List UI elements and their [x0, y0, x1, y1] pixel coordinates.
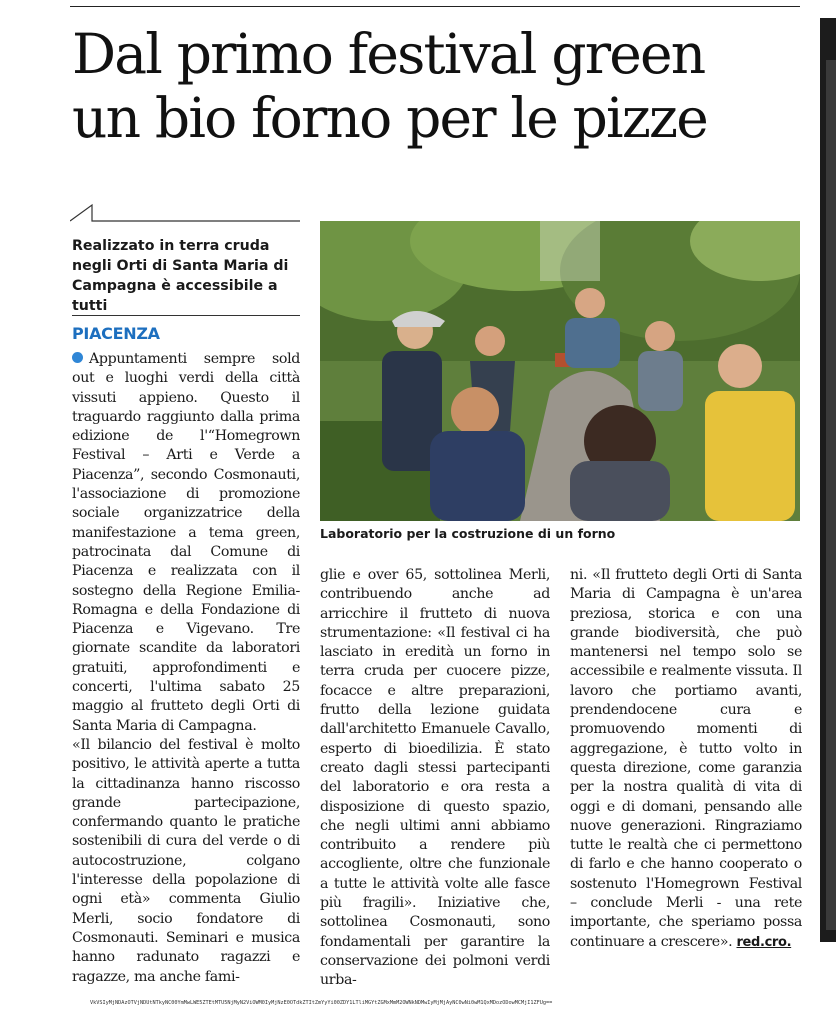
- headline-line-1: Dal primo festival green: [72, 22, 705, 86]
- top-rule: [70, 6, 800, 7]
- photo-caption: Laboratorio per la costruzione di un forno: [320, 526, 616, 541]
- adjacent-page-edge-inner: [826, 60, 836, 930]
- bullet-dot-icon: [72, 352, 83, 363]
- footer-tracking-code: VkVSIyMjNDAzOTVjNDUtNTkyNC00YmMwLWE5ZTEtMTU5NjMyN2ViOWM0IyMjNzE0OTdkZTItZmYyYi00ZDY1LTliMGYtZGMxMmM2OWNkNDMwIyMjMjAyNC0wNi0wM1QxMDozODowMCMjI1ZFUg==: [90, 1000, 553, 1006]
- paragraph-2: «Il bilancio del festival è molto positivo, le attività aperte a tutta la cittadinanza hanno riscosso grande partecipazione, confermando quanto le pratiche sostenibili di cura del verde o di autocostruzione, colgano l'interesse della popolazione di ogni età» commenta Giulio Merli, socio fondatore di Cosmonauti. Seminari e musica hanno radunato ragazzi e ragazze, ma anche fami-: [72, 736, 300, 985]
- paragraph-1: [72, 350, 300, 736]
- column-3-text: ni. «Il frutteto degli Orti di Santa Maria di Campagna è un'area preziosa, storica e con una grande biodiversità, che può mantenersi nel tempo solo se accessibile e realmente vissuta. Il lavoro che portiamo avanti, prendendocene cura e promuovendo momenti di aggregazione, è tutto volto in questa direzione, come garanzia per la nostra qualità di vita di oggi e di domani, pensando alle nuove generazioni. Ringraziamo tutte le realtà che ci permettono di farlo e che hanno cooperato o sostenuto l'Homegrown Festival – conclude Merli - una rete importante, che speriamo possa continuare a crescere».: [570, 567, 802, 950]
- article-headline: [72, 22, 812, 150]
- headline-line-2: un bio forno per le pizze: [72, 86, 707, 150]
- article-subhead: Realizzato in terra cruda negli Orti di Santa Maria di Campagna è accessibile a tutti: [72, 238, 289, 314]
- article-column-2: [320, 566, 550, 991]
- author-signature: red.cro.: [736, 934, 792, 950]
- decorative-angle-rule: [70, 203, 300, 223]
- location-label: PIACENZA: [72, 324, 160, 343]
- article-photo: [320, 221, 800, 521]
- subhead-rule: [72, 315, 300, 316]
- article-column-1: [72, 350, 300, 987]
- article-column-3: [570, 566, 802, 952]
- paragraph-1-text: Appuntamenti sempre sold out e luoghi verdi della città vissuti appieno. Questo il traguardo raggiunto dalla prima edizione de l'“Homegrown Festival – Arti e Verde a Piacenza”, secondo Cosmonauti, l'associazione di promozione sociale organizzatrice della manifestazione a tema green, patrocinata dal Comune di Piacenza e realizzata con il sostegno della Regione Emilia-Romagna e della Fondazione di Piacenza e Vigevano. Tre giornate scandite da laboratori gratuiti, approfondimenti e concerti, l'ultima sabato 25 maggio al frutteto degli Orti di Santa Maria di Campagna.: [72, 351, 300, 734]
- photo-illustration: [320, 221, 800, 521]
- column-2-text: glie e over 65, sottolinea Merli, contribuendo anche ad arricchire il frutteto di nuova strumentazione: «Il festival ci ha lasciato in eredità un forno in terra cruda per cuocere pizze, focacce e altre preparazioni, frutto della lezione guidata dall'architetto Emanuele Cavallo, esperto di bioedilizia. È stato creato dagli stessi partecipanti del laboratorio e ora resta a disposizione di questo spazio, che negli ultimi anni abbiamo contribuito a rendere più accogliente, oltre che funzionale a tutte le attività volte alle fasce più fragili». Iniziative che, sottolinea Cosmonauti, sono fondamentali per garantire la conservazione dei polmoni verdi urba-: [320, 567, 550, 989]
- column-3-paragraph: [570, 566, 802, 952]
